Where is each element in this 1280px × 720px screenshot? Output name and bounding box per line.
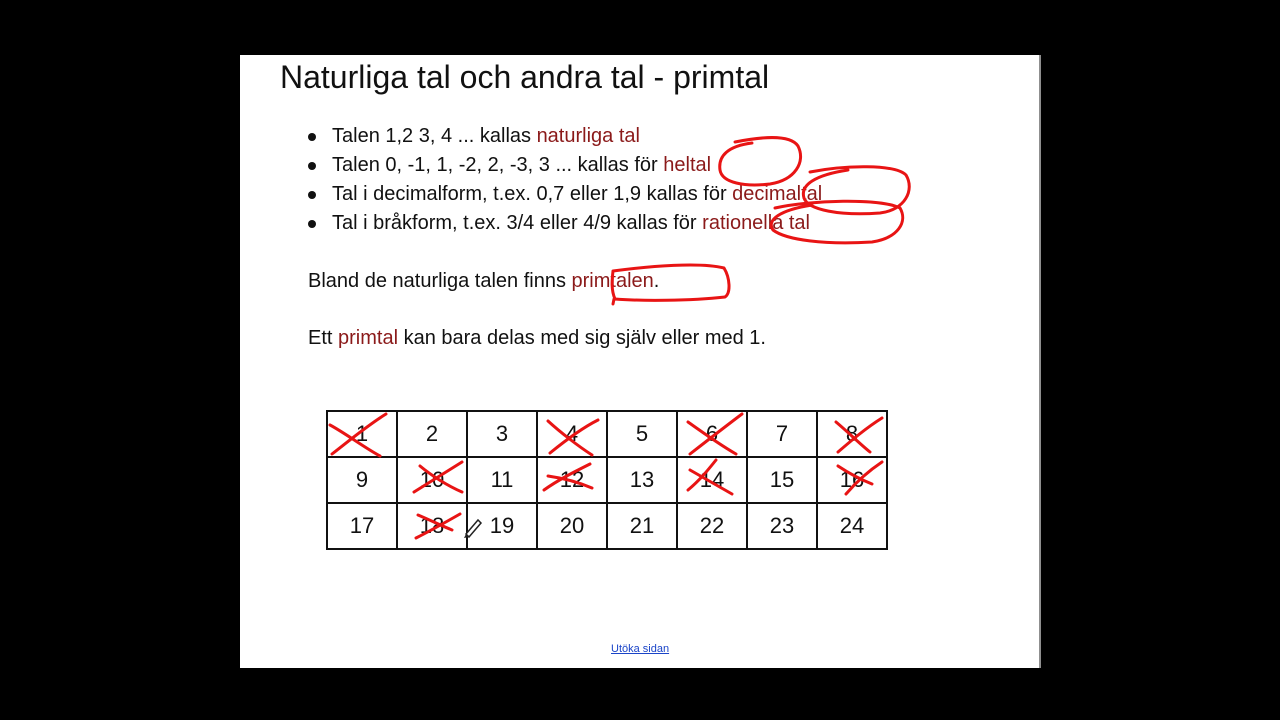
grid-cell: 21 bbox=[607, 503, 677, 549]
grid-cell: 10 bbox=[397, 457, 467, 503]
grid-cell: 2 bbox=[397, 411, 467, 457]
grid-cell: 3 bbox=[467, 411, 537, 457]
bullet-dot-icon bbox=[308, 220, 316, 228]
number-grid bbox=[326, 410, 888, 550]
term-decimaltal: decimaltal bbox=[732, 183, 823, 205]
grid-cell: 22 bbox=[677, 503, 747, 549]
paragraph-primtalen bbox=[308, 270, 659, 293]
grid-row bbox=[327, 503, 887, 549]
grid-cell: 7 bbox=[747, 411, 817, 457]
expand-page-link[interactable]: Utöka sidan bbox=[611, 643, 670, 655]
grid-cell: 9 bbox=[327, 457, 397, 503]
bullet-text: Tal i bråkform, t.ex. 3/4 eller 4/9 kallas för bbox=[332, 212, 703, 234]
term-primtal: primtal bbox=[338, 327, 399, 349]
paragraph-text: Bland de naturliga talen finns bbox=[308, 270, 572, 292]
bullet-list bbox=[308, 122, 822, 238]
bullet-text: Talen 1,2 3, 4 ... kallas bbox=[332, 125, 537, 147]
grid-cell: 20 bbox=[537, 503, 607, 549]
bullet-text: Talen 0, -1, 1, -2, 2, -3, 3 ... kallas för bbox=[332, 154, 664, 176]
bullet-dot-icon bbox=[308, 191, 316, 199]
grid-cell: 13 bbox=[607, 457, 677, 503]
paragraph-text: . bbox=[653, 270, 660, 292]
paragraph-text: kan bara delas med sig själv eller med 1. bbox=[398, 327, 766, 349]
grid-cell: 11 bbox=[467, 457, 537, 503]
grid-cell: 18 bbox=[397, 503, 467, 549]
grid-cell: 16 bbox=[817, 457, 887, 503]
grid-cell: 19 bbox=[467, 503, 537, 549]
slide-page bbox=[240, 55, 1041, 668]
grid-cell: 24 bbox=[817, 503, 887, 549]
grid-row bbox=[327, 457, 887, 503]
page-title: Naturliga tal och andra tal - primtal bbox=[280, 59, 770, 95]
bullet-item bbox=[308, 122, 822, 151]
bullet-dot-icon bbox=[308, 162, 316, 170]
grid-cell: 1 bbox=[327, 411, 397, 457]
term-heltal: heltal bbox=[663, 154, 712, 176]
term-primtalen: primtalen bbox=[571, 270, 654, 292]
grid-cell: 23 bbox=[747, 503, 817, 549]
bullet-item bbox=[308, 180, 822, 209]
term-naturliga-tal: naturliga tal bbox=[536, 125, 640, 147]
term-rationella-tal: rationella tal bbox=[702, 212, 810, 234]
paragraph-primtal-definition bbox=[308, 327, 766, 350]
grid-cell: 17 bbox=[327, 503, 397, 549]
bullet-dot-icon bbox=[308, 133, 316, 141]
paragraph-text: Ett bbox=[308, 327, 339, 349]
bullet-item bbox=[308, 151, 822, 180]
grid-cell: 4 bbox=[537, 411, 607, 457]
grid-cell: 15 bbox=[747, 457, 817, 503]
grid-cell: 12 bbox=[537, 457, 607, 503]
grid-cell: 5 bbox=[607, 411, 677, 457]
pen-cursor-icon bbox=[462, 514, 484, 538]
grid-row bbox=[327, 411, 887, 457]
grid-cell: 6 bbox=[677, 411, 747, 457]
bullet-item bbox=[308, 209, 822, 238]
bullet-text: Tal i decimalform, t.ex. 0,7 eller 1,9 kallas för bbox=[332, 183, 733, 205]
grid-cell: 14 bbox=[677, 457, 747, 503]
grid-cell: 8 bbox=[817, 411, 887, 457]
